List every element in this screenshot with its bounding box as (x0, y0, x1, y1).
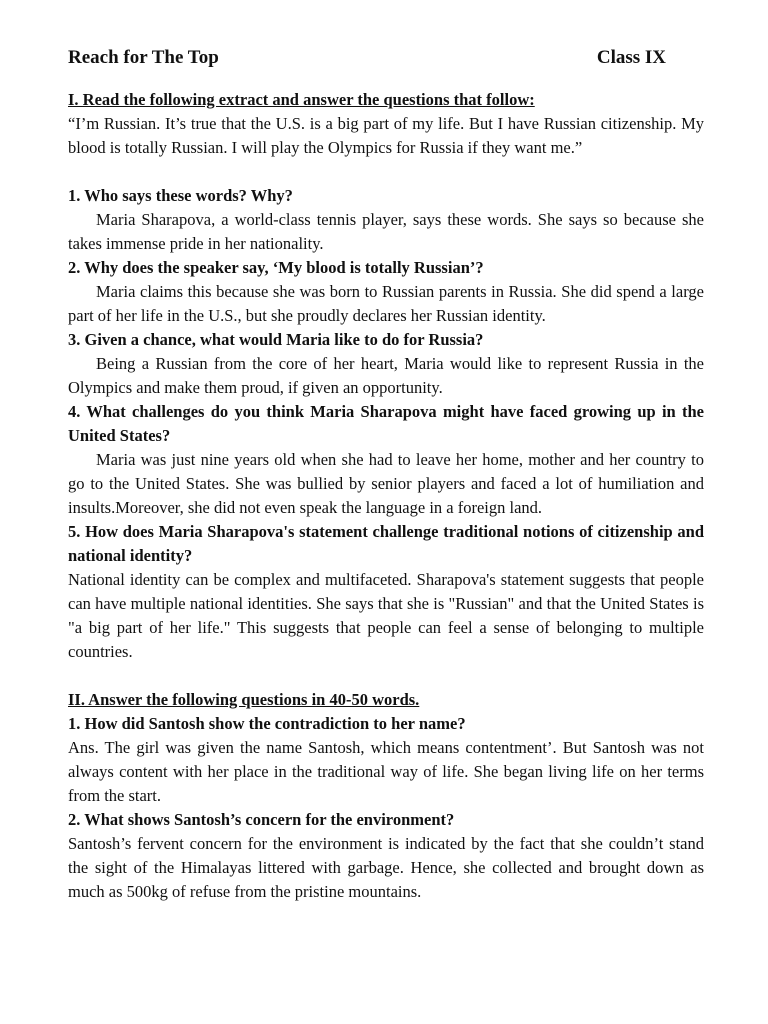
question-2: 2. Why does the speaker say, ‘My blood is totally Russian’? (68, 258, 484, 277)
answer-1: Maria Sharapova, a world-class tennis player, says these words. She says so because she takes immense pride in her nationality. (68, 210, 704, 253)
question-3: 3. Given a chance, what would Maria like to do for Russia? (68, 330, 484, 349)
question-2-2: 2. What shows Santosh’s concern for the environment? (68, 810, 455, 829)
section-1-heading: I. Read the following extract and answer the questions that follow: (68, 90, 535, 109)
answer-2-1: Ans. The girl was given the name Santosh, which means contentment’. But Santosh was not always content with her place in the traditional way of life. She began living life on her terms from the start. (68, 738, 704, 805)
answer-3: Being a Russian from the core of her heart, Maria would like to represent Russia in the Olympics and make them proud, if given an opportunity. (68, 354, 704, 397)
section-2-heading: II. Answer the following questions in 40-50 words. (68, 690, 420, 709)
answer-5: National identity can be complex and multifaceted. Sharapova's statement suggests that people can have multiple national identities. She says that she is "Russian" and that the United States is "a big part of her life." This suggests that people can feel a sense of belonging to multiple countries. (68, 570, 704, 661)
question-4: 4. What challenges do you think Maria Sharapova might have faced growing up in the United States? (68, 402, 704, 445)
class-label: Class IX (596, 47, 666, 68)
answer-2: Maria claims this because she was born to Russian parents in Russia. She did spend a large part of her life in the U.S., but she proudly declares her Russian identity. (68, 282, 704, 325)
document-page (68, 44, 704, 904)
answer-2-2: Santosh’s fervent concern for the environment is indicated by the fact that she couldn’t stand the sight of the Himalayas littered with garbage. Hence, she collected and brought down as much as 500kg of refuse from the pristine mountains. (68, 834, 704, 901)
question-2-1: 1. How did Santosh show the contradiction to her name? (68, 714, 466, 733)
extract-text: “I’m Russian. It’s true that the U.S. is a big part of my life. But I have Russian citizenship. My blood is totally Russian. I will play the Olympics for Russia if they want me.” (68, 114, 704, 157)
question-1: 1. Who says these words? Why? (68, 186, 293, 205)
document-title: Reach for The Top (68, 47, 219, 68)
question-5: 5. How does Maria Sharapova's statement challenge traditional notions of citizenship and national identity? (68, 522, 704, 565)
page-header (68, 44, 704, 72)
answer-4: Maria was just nine years old when she had to leave her home, mother and her country to go to the United States. She was bullied by senior players and faced a lot of humiliation and insults.Moreover, she did not even speak the language in a foreign land. (68, 450, 704, 517)
